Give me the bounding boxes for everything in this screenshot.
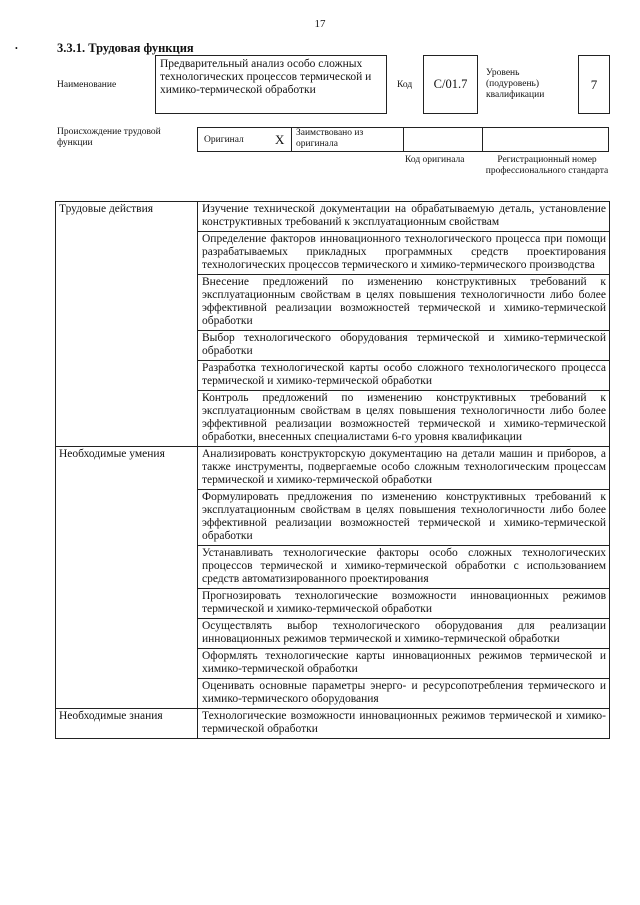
code-label: Код <box>397 80 413 90</box>
section-title: 3.3.1. Трудовая функция <box>57 41 194 55</box>
section-item: Контроль предложений по изменению конструктивных требований к эксплуатационным свойствам в целях повышения технологичности либо более эффективной реализации возможностей термической и химико-термической обработки, внесенных специалистами 6-го уровня квалификации <box>198 391 610 447</box>
section-item: Выбор технологического оборудования термической и химико-термической обработки <box>198 331 610 361</box>
section-item: Изучение технической документации на обрабатываемую деталь, установление конструктивных требований к эксплуатационным свойствам <box>198 202 610 232</box>
table-row <box>56 447 610 490</box>
name-value: Предварительный анализ особо сложных технологических процессов термической и химико-термической обработки <box>155 55 387 114</box>
table-row <box>56 202 610 232</box>
origin-reg-cell <box>483 128 608 151</box>
section-category: Необходимые умения <box>56 447 198 709</box>
section-item: Формулировать предложения по изменению конструктивных требований к эксплуатационным свойствам в целях повышения технологичности либо более эффективной реализации возможностей термической и химико-термической обработки <box>198 490 610 546</box>
section-item: Технологические возможности инновационных режимов термической и химико-термической обработки <box>198 709 610 739</box>
section-item: Внесение предложений по изменению конструктивных требований к эксплуатационным свойствам в целях повышения технологичности либо более эффективной реализации возможностей термической и химико-термической обработки <box>198 275 610 331</box>
origin-borrowed-cell <box>292 128 404 151</box>
margin-mark: • <box>15 44 18 53</box>
name-label: Наименование <box>57 80 117 90</box>
code-value: С/01.7 <box>423 55 478 114</box>
original-mark: X <box>275 132 285 147</box>
origin-code-cell <box>404 128 483 151</box>
section-item: Оценивать основные параметры энерго- и ресурсопотребления термического и химико-термического оборудования <box>198 679 610 709</box>
section-category: Необходимые знания <box>56 709 198 739</box>
section-category: Трудовые действия <box>56 202 198 447</box>
original-label: Оригинал <box>204 135 244 145</box>
section-item: Разработка технологической карты особо сложного технологического процесса термической и химико-термической обработки <box>198 361 610 391</box>
origin-label: Происхождение трудовой функции <box>57 127 161 148</box>
section-item: Осуществлять выбор технологического оборудования для реализации инновационных режимов термической и химико-термической обработки <box>198 619 610 649</box>
section-item: Прогнозировать технологические возможности инновационных режимов термической и химико-термической обработки <box>198 589 610 619</box>
section-item: Определение факторов инновационного технологического процесса при помощи разрабатываемых прикладных программных средств проектирования технологических процессов термического и химико-термического производства <box>198 232 610 275</box>
origin-original-cell <box>198 128 292 151</box>
functions-table <box>55 201 610 739</box>
origin-table <box>197 127 609 152</box>
section-item: Анализировать конструкторскую документацию на детали машин и приборов, а также инструменты, подвергаемые особо сложным технологическим процессам термической и химико-термической обработки <box>198 447 610 490</box>
borrowed-label: Заимствовано из оригинала <box>296 128 364 149</box>
section-item: Оформлять технологические карты инновационных режимов термической и химико-термической обработки <box>198 649 610 679</box>
table-row <box>56 709 610 739</box>
section-item: Устанавливать технологические факторы особо сложных технологических процессов термической и химико-термической обработки с использованием средств автоматизированного проектирования <box>198 546 610 589</box>
level-value: 7 <box>578 55 610 114</box>
reg-number-caption: Регистрационный номер профессионального стандарта <box>485 155 609 176</box>
code-original-caption: Код оригинала <box>405 155 465 165</box>
level-label: Уровень (подуровень) квалификации <box>486 68 545 100</box>
page-number: 17 <box>314 18 326 30</box>
